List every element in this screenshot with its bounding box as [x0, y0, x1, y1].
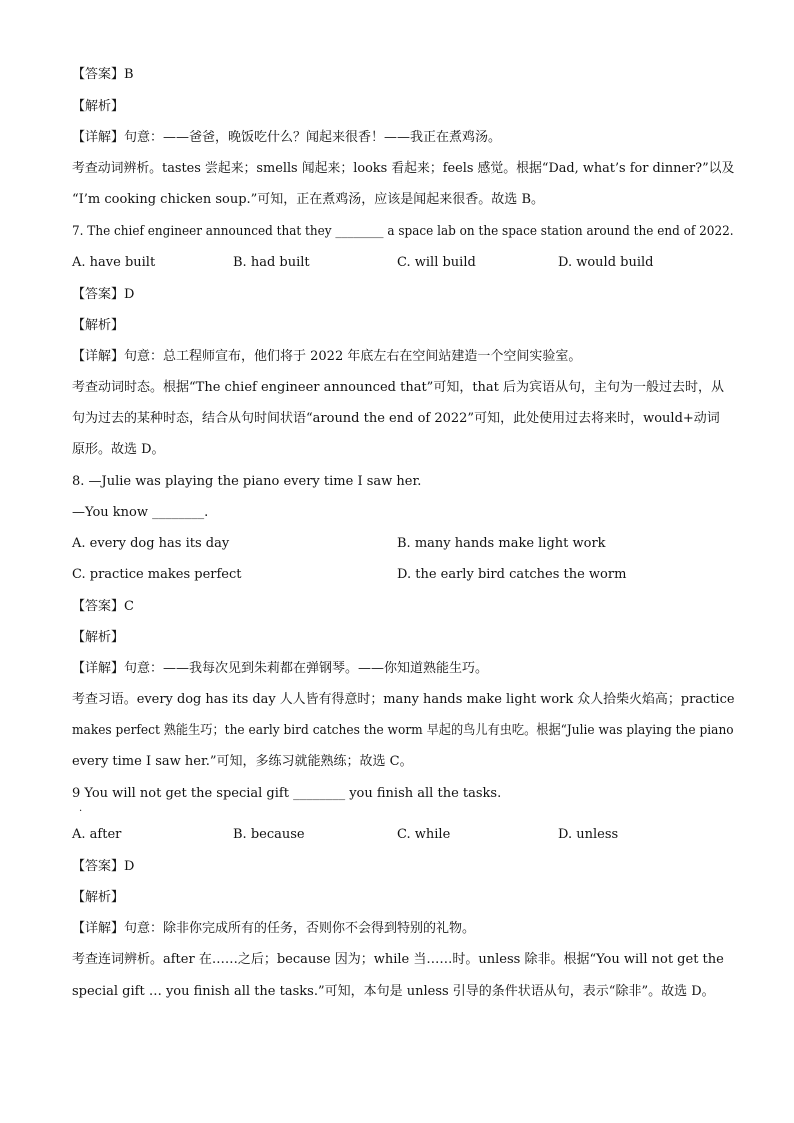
explanation-text-q8: makes perfect 熟能生巧；the early bird catches the worm 早起的鸟儿有虫吃。根据“Julie was playing the piano — [72, 723, 734, 738]
analysis-label-q9: 【解析】 — [72, 890, 125, 905]
explanation-text-q7: 原形。故选 D。 — [72, 442, 165, 457]
detail-text-q6: 【详解】句意：——爸爸，晚饭吃什么？闻起来很香！——我正在煮鸡汤。 — [72, 130, 502, 145]
explanation-text-q8: every time I saw her.”可知，多练习就能熟练；故选 C。 — [72, 754, 413, 769]
q8-option-b: B. many hands make light work — [397, 536, 606, 551]
answer-label-q8: 【答案】C — [72, 599, 134, 614]
q8-option-c: C. practice makes perfect — [72, 567, 242, 582]
q9-option-b: B. because — [233, 827, 305, 842]
q9-option-c: C. while — [397, 827, 451, 842]
q7-option-c: C. will build — [397, 255, 476, 270]
q7-option-d: D. would build — [558, 255, 654, 270]
question-8: 8. —Julie was playing the piano every time I saw her. — [72, 474, 422, 489]
analysis-label-q8: 【解析】 — [72, 630, 125, 645]
explanation-text-q6: “I’m cooking chicken soup.”可知，正在煮鸡汤，应该是闻起来很香。故选 B。 — [72, 192, 544, 207]
analysis-label-q7: 【解析】 — [72, 318, 125, 333]
explanation-text-q8: 考查习语。every dog has its day 人人皆有得意时；many hands make light work 众人拾柴火焰高；practice — [72, 692, 735, 707]
question-7: 7. The chief engineer announced that they ________ a space lab on the space station around the end of 2022. — [72, 224, 734, 239]
answer-label-q9: 【答案】D — [72, 859, 135, 874]
explanation-text-q9: special gift … you finish all the tasks.”可知，本句是 unless 引导的条件状语从句，表示“除非”。故选 D。 — [72, 984, 715, 999]
question-9: 9 You will not get the special gift ________ you finish all the tasks. — [72, 786, 502, 801]
explanation-text-q7: 句为过去的某种时态，结合从句时间状语“around the end of 2022”可知，此处使用过去将来时，would+动词 — [72, 411, 720, 426]
detail-text-q7: 【详解】句意：总工程师宣布，他们将于 2022 年底左右在空间站建造一个空间实验室。 — [72, 349, 582, 364]
answer-label-q7: 【答案】D — [72, 287, 135, 302]
detail-text-q8: 【详解】句意：——我每次见到朱莉都在弹钢琴。——你知道熟能生巧。 — [72, 661, 489, 676]
explanation-text-q9: 考查连词辨析。after 在……之后；because 因为；while 当……时。unless 除非。根据“You will not get the — [72, 952, 724, 967]
q7-option-b: B. had built — [233, 255, 310, 270]
question-9-dot: . — [79, 803, 83, 814]
analysis-label-q6: 【解析】 — [72, 99, 125, 114]
detail-text-q9: 【详解】句意：除非你完成所有的任务，否则你不会得到特别的礼物。 — [72, 921, 476, 936]
answer-label-q6: 【答案】B — [72, 67, 134, 82]
explanation-text-q6: 考查动词辨析。tastes 尝起来；smells 闻起来；looks 看起来；feels 感觉。根据“Dad, what’s for dinner?”以及 — [72, 161, 735, 176]
q7-option-a: A. have built — [72, 255, 156, 270]
question-8-reply: —You know ________. — [72, 505, 209, 520]
q9-option-a: A. after — [72, 827, 122, 842]
q9-option-d: D. unless — [558, 827, 619, 842]
explanation-text-q7: 考查动词时态。根据“The chief engineer announced that”可知，that 后为宾语从句，主句为一般过去时，从 — [72, 380, 725, 395]
q8-option-a: A. every dog has its day — [72, 536, 230, 551]
q8-option-d: D. the early bird catches the worm — [397, 567, 627, 582]
